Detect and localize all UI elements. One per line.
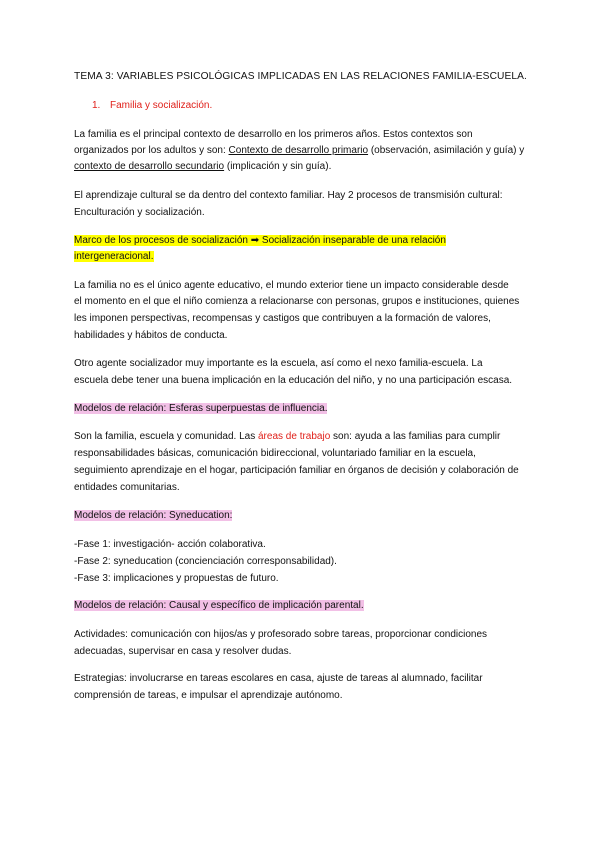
phase-item: -Fase 2: syneducation (concienciación corresponsabilidad). bbox=[74, 556, 337, 567]
paragraph-1-line-2 bbox=[74, 145, 524, 157]
section-heading bbox=[92, 100, 212, 112]
phase-item: -Fase 3: implicaciones y propuestas de futuro. bbox=[74, 573, 279, 584]
paragraph-2-line-2: Enculturación y socialización. bbox=[74, 207, 205, 218]
paragraph-4-line-2: escuela debe tener una buena implicación en la educación del niño, y no una participación escasa. bbox=[74, 375, 513, 386]
highlight-yellow-line-2 bbox=[74, 251, 154, 263]
highlighted-heading: Modelos de relación: Syneducation: bbox=[74, 510, 233, 521]
phase-item: -Fase 1: investigación- acción colaborativa. bbox=[74, 539, 266, 550]
model-1-text: Son la familia, escuela y comunidad. Las bbox=[74, 431, 258, 442]
highlight-yellow-line-1 bbox=[74, 235, 446, 247]
section-title: Familia y socialización. bbox=[110, 100, 213, 111]
highlighted-heading: Modelos de relación: Esferas superpuestas de influencia. bbox=[74, 403, 328, 414]
model-1-line-3: seguimiento aprendizaje en el hogar, participación familiar en órganos de decisión y colaboración de bbox=[74, 465, 519, 476]
activities-line-2: adecuadas, supervisar en casa y resolver dudas. bbox=[74, 646, 292, 657]
paragraph-1-text: (implicación y sin guía). bbox=[224, 161, 332, 172]
paragraph-4-line-1: Otro agente socializador muy importante es la escuela, así como el nexo familia-escuela. La bbox=[74, 358, 483, 369]
document-title: TEMA 3: VARIABLES PSICOLÓGICAS IMPLICADAS EN LAS RELACIONES FAMILIA-ESCUELA. bbox=[74, 71, 527, 82]
model-3-heading bbox=[74, 600, 364, 612]
highlighted-text: intergeneracional. bbox=[74, 251, 154, 262]
section-number: 1. bbox=[92, 100, 101, 111]
paragraph-3-line-4: habilidades y hábitos de conducta. bbox=[74, 330, 228, 341]
underlined-term-secondary: contexto de desarrollo secundario bbox=[74, 161, 225, 172]
red-term: áreas de trabajo bbox=[258, 431, 331, 442]
paragraph-2-line-1: El aprendizaje cultural se da dentro del contexto familiar. Hay 2 procesos de transmisión cultural: bbox=[74, 190, 503, 201]
highlighted-text: Marco de los procesos de socialización ➡ Socialización inseparable de una relación bbox=[74, 235, 446, 246]
paragraph-1-line-3 bbox=[74, 161, 331, 173]
paragraph-1-text: organizados por los adultos y son: bbox=[74, 145, 229, 156]
model-1-line-2: responsabilidades básicas, comunicación bidireccional, voluntariado familiar en la escuela, bbox=[74, 448, 476, 459]
model-1-line-1 bbox=[74, 431, 500, 443]
paragraph-3-line-1: La familia no es el único agente educativo, el mundo exterior tiene un impacto considerable desde bbox=[74, 280, 509, 291]
model-1-text: son: ayuda a las familias para cumplir bbox=[330, 431, 501, 442]
model-1-heading bbox=[74, 403, 327, 415]
paragraph-3-line-3: les imponen perspectivas, recompensas y castigos que contribuyen a la formación de valores, bbox=[74, 313, 491, 324]
model-2-heading bbox=[74, 510, 232, 522]
model-1-line-4: entidades comunitarias. bbox=[74, 482, 180, 493]
activities-line-1: Actividades: comunicación con hijos/as y profesorado sobre tareas, proporcionar condiciones bbox=[74, 629, 488, 640]
strategies-line-2: comprensión de tareas, e impulsar el aprendizaje autónomo. bbox=[74, 690, 343, 701]
underlined-term-primary: Contexto de desarrollo primario bbox=[228, 145, 369, 156]
highlighted-heading: Modelos de relación: Causal y específico de implicación parental. bbox=[74, 600, 364, 611]
paragraph-3-line-2: el momento en el que el niño comienza a relacionarse con personas, grupos e instituciones, quienes bbox=[74, 296, 520, 307]
strategies-line-1: Estrategias: involucrarse en tareas escolares en casa, ajuste de tareas al alumnado, facilitar bbox=[74, 673, 483, 684]
paragraph-1-text: (observación, asimilación y guía) y bbox=[368, 145, 525, 156]
paragraph-1-line-1: La familia es el principal contexto de desarrollo en los primeros años. Estos contextos son bbox=[74, 129, 473, 140]
